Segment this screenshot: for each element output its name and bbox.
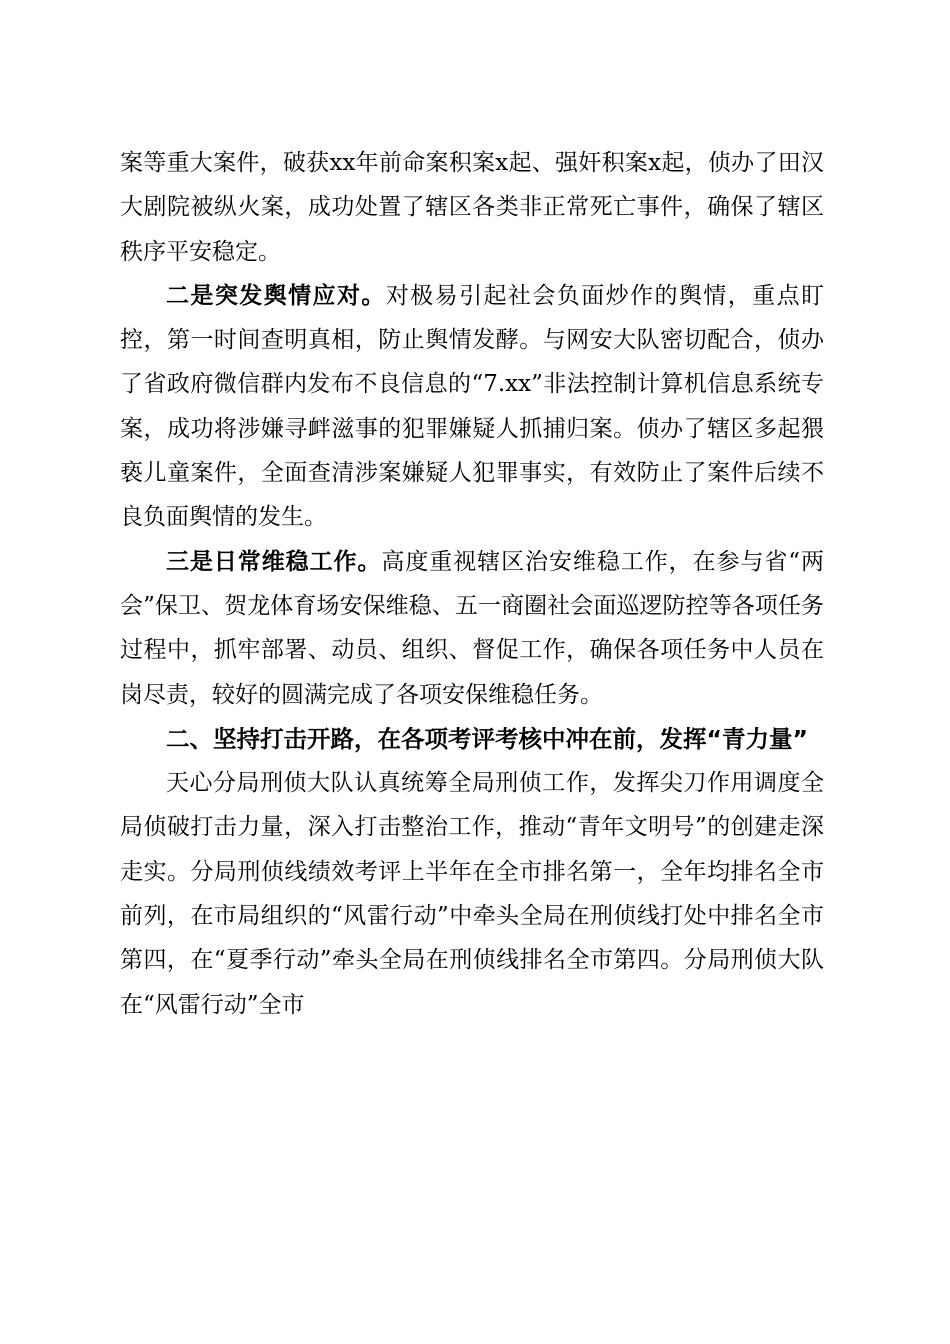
section-heading: 二、坚持打击开路，在各项考评考核中冲在前，发挥“青力量” (166, 724, 808, 753)
paragraph-text: 对极易引起社会负面炒作的舆情，重点盯控，第一时间查明真相，防止舆情发酵。与网安大队密切配合，侦办了省政府微信群内发布不良信息的“7.xx”非法控制计算机信息系统专案，成功将涉嫌寻衅滋事的犯罪嫌疑人抓捕归案。侦办了辖区多起猥亵儿童案件，全面查清涉案嫌疑人犯罪事实，有效防止了案件后续不良负面舆情的发生。 (120, 282, 825, 531)
document-page (120, 141, 824, 1027)
paragraph-text: 高度重视辖区治安维稳工作，在参与省“两会”保卫、贺龙体育场安保维稳、五一商圈社会面巡逻防控等各项任务过程中，抓牢部署、动员、组织、督促工作，确保各项任务中人员在岗尽责，较好的圆满完成了各项安保维稳任务。 (120, 548, 825, 708)
paragraph-criminal-investigation: 天心分局刑侦大队认真统筹全局刑侦工作，发挥尖刀作用调度全局侦破打击力量，深入打击整治工作，推动“青年文明号”的创建走深走实。分局刑侦线绩效考评上半年在全市排名第一，全年均排名全市前列，在市局组织的“风雷行动”中牵头全局在刑侦线打处中排名全市第四，在“夏季行动”牵头全局在刑侦线排名全市第四。分局刑侦大队在“风雷行动”全市 (120, 770, 824, 1018)
paragraph-lead: 三是日常维稳工作。 (166, 547, 382, 575)
paragraph-public-opinion (120, 274, 824, 540)
paragraph-stability-work (120, 540, 824, 717)
paragraph-text: 案等重大案件，破获xx年前命案积案x起、强奸积案x起，侦办了田汉大剧院被纵火案，成功处置了辖区各类非正常死亡事件，确保了辖区秩序平安稳定。 (120, 150, 824, 265)
paragraph-continuation (120, 141, 824, 274)
paragraph-lead: 二是突发舆情应对。 (166, 281, 386, 309)
